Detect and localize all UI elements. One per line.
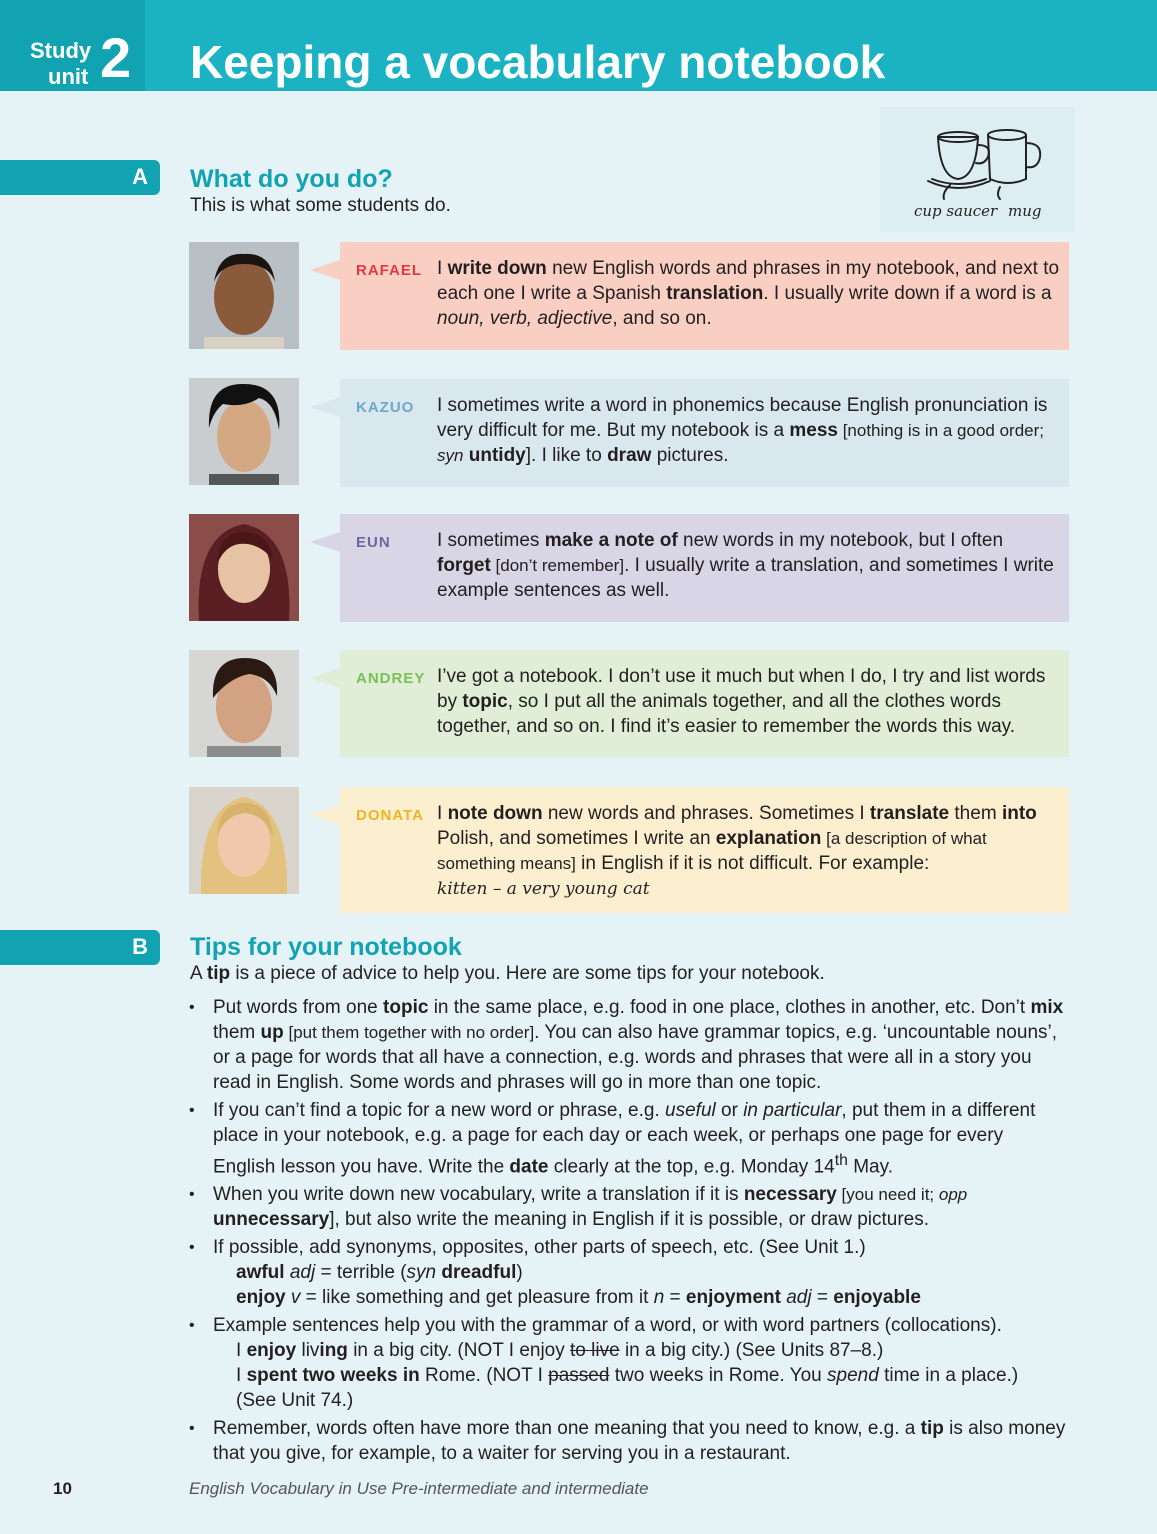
unit-number: 2: [100, 26, 132, 89]
book-title: English Vocabulary in Use Pre-intermediate and intermediate: [189, 1479, 649, 1498]
speech-bubble-eun: [340, 514, 1069, 622]
tip-example: I enjoy living in a big city. (NOT I enjoy to live in a big city.) (See Units 87–8.): [236, 1340, 884, 1362]
speaker-name: ANDREY: [356, 670, 426, 687]
section-b-intro: A tip is a piece of advice to help you. Here are some tips for your notebook.: [190, 963, 825, 984]
tip-item: • Put words from one topic in the same place, e.g. food in one place, clothes in another, etc. Don’t mix them up [put them together with no order]. You can also have grammar topics, e.g. ‘uncountable nouns’, or a page for words that all have a connection, e.g. words and phrases that were all in a story you read in English. Some words and phrases will go in more than one topic.: [189, 995, 1069, 1095]
page-number: 10: [53, 1479, 72, 1498]
student-photo-donata: [189, 787, 299, 894]
student-photo-andrey: [189, 650, 299, 757]
illustration-label-mug: mug: [1008, 202, 1042, 220]
speaker-name: DONATA: [356, 807, 424, 824]
unit-badge: [0, 0, 145, 91]
tip-item: • If possible, add synonyms, opposites, other parts of speech, etc. (See Unit 1.) awful adj = terrible (syn dreadful) enjoy v = like something and get pleasure from it n = enjoyment adj = enjoyable: [189, 1235, 1069, 1310]
cup-saucer-mug-icon: [880, 107, 1075, 202]
illustration-label-cup-saucer: cup saucer: [914, 202, 998, 220]
speaker-name: KAZUO: [356, 399, 415, 416]
speech-bubble-kazuo: [340, 379, 1069, 487]
tips-list: [189, 995, 1069, 1469]
speech-bubble-andrey: [340, 650, 1069, 757]
speech-text: I sometimes write a word in phonemics because English pronunciation is very difficult for me. But my notebook is a mess [nothing is in a good order; syn untidy]. I like to draw pictures.: [437, 395, 1048, 466]
unit-label-unit: unit: [48, 64, 89, 89]
speech-text: I note down new words and phrases. Sometimes I translate them into Polish, and sometimes I write an explanation [a description of what something means] in English if it is not difficult. For example: kitten – a very young cat: [437, 803, 1037, 899]
speaker-name: EUN: [356, 534, 391, 551]
section-b-tab: [0, 930, 160, 965]
tip-item: • When you write down new vocabulary, write a translation if it is necessary [you need it; opp unnecessary], but also write the meaning in English if it is possible, or draw pictures.: [189, 1182, 1069, 1232]
student-photo-rafael: [189, 242, 299, 349]
tip-example: enjoy v = like something and get pleasure from it n = enjoyment adj = enjoyable: [236, 1287, 921, 1309]
tip-example: I spent two weeks in Rome. (NOT I passed two weeks in Rome. You spend time in a place.) (See Unit 74.): [236, 1365, 1019, 1412]
tip-item: • If you can’t find a topic for a new word or phrase, e.g. useful or in particular, put them in a different place in your notebook, e.g. a page for each day or each week, or perhaps one page for every English lesson you have. Write the date clearly at the top, e.g. Monday 14th May.: [189, 1098, 1069, 1179]
page-title: Keeping a vocabulary notebook: [190, 36, 886, 88]
person-portrait-icon: [189, 242, 299, 349]
student-photo-eun: [189, 514, 299, 621]
speech-text: I’ve got a notebook. I don’t use it much but when I do, I try and list words by topic, so I put all the animals together, and all the clothes words together, and so on. I find it’s easier to remember the words this way.: [437, 666, 1046, 737]
unit-label-study: Study: [30, 38, 92, 63]
person-portrait-icon: [189, 650, 299, 757]
speaker-name: RAFAEL: [356, 262, 422, 279]
student-photo-kazuo: [189, 378, 299, 485]
person-portrait-icon: [189, 514, 299, 621]
person-portrait-icon: [189, 378, 299, 485]
tip-item: • Example sentences help you with the grammar of a word, or with word partners (collocations). I enjoy living in a big city. (NOT I enjoy to live in a big city.) (See Units 87–8.) I spent two weeks in Rome. (NOT I passed two weeks in Rome. You spend time in a place.) (See Unit 74.): [189, 1313, 1069, 1413]
section-a-intro: This is what some students do.: [190, 195, 451, 216]
cup-mug-illustration: [880, 107, 1075, 232]
tip-item: • Remember, words often have more than one meaning that you need to know, e.g. a tip is also money that you give, for example, to a waiter for serving you in a restaurant.: [189, 1416, 1069, 1466]
speech-bubble-donata: [340, 787, 1069, 913]
tip-example: awful adj = terrible (syn dreadful): [236, 1262, 523, 1284]
section-b-title: Tips for your notebook: [190, 933, 462, 961]
handwritten-example: kitten – a very young cat: [437, 879, 650, 899]
speech-text: I write down new English words and phrases in my notebook, and next to each one I write a Spanish translation. I usually write down if a word is a noun, verb, adjective, and so on.: [437, 258, 1060, 329]
speech-text: I sometimes make a note of new words in my notebook, but I often forget [don’t remember]. I usually write a translation, and sometimes I write example sentences as well.: [437, 530, 1054, 601]
section-b-letter: B: [132, 934, 148, 959]
section-a-letter: A: [132, 164, 148, 189]
speech-bubble-rafael: [340, 242, 1069, 350]
section-a-title: What do you do?: [190, 165, 393, 193]
person-portrait-icon: [189, 787, 299, 894]
section-a-tab: [0, 160, 160, 195]
